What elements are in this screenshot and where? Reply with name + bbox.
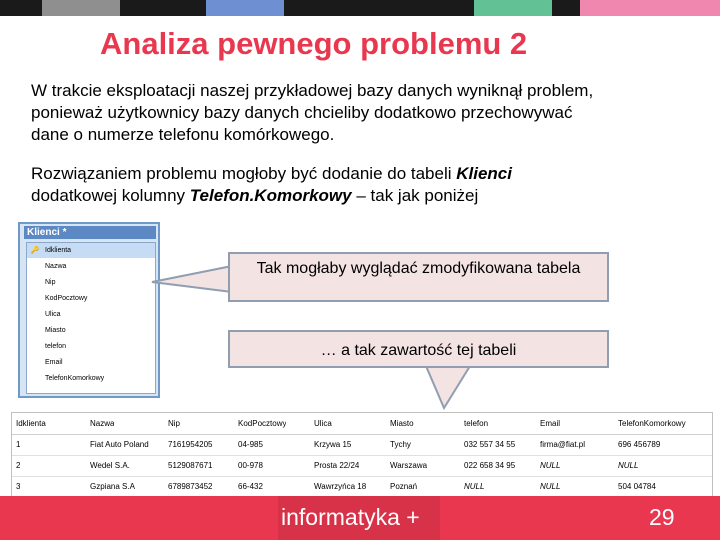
column-header[interactable]: KodPocztowy	[238, 419, 287, 428]
table-cell: Fiat Auto Poland	[90, 440, 149, 449]
page-number: 29	[649, 504, 675, 530]
field-name: Nazwa	[45, 263, 67, 270]
table-cell: NULL	[464, 482, 485, 491]
table-cell: Wawrzyńca 18	[314, 482, 367, 491]
paragraph-line	[31, 163, 512, 185]
table-field-row[interactable]	[27, 339, 155, 354]
table-row[interactable]	[12, 476, 712, 498]
table-cell: 66-432	[238, 482, 263, 491]
field-name: Email	[45, 359, 63, 366]
paragraph-line	[31, 185, 512, 207]
column-header[interactable]: Nazwa	[90, 419, 115, 428]
table-field-row[interactable]	[27, 291, 155, 306]
table-cell: Krzywa 15	[314, 440, 352, 449]
table-field-row[interactable]	[27, 259, 155, 274]
column-name-emphasis: Telefon.Komorkowy	[189, 186, 352, 205]
data-grid-header	[12, 413, 712, 435]
field-name: Nip	[45, 279, 56, 286]
table-cell: Prosta 22/24	[314, 461, 360, 470]
data-grid	[11, 412, 713, 498]
column-header[interactable]: Miasto	[390, 419, 414, 428]
callout-table-contents: … a tak zawartość tej tabeli	[228, 330, 609, 368]
field-name: telefon	[45, 343, 67, 350]
table-field-row[interactable]	[27, 243, 155, 258]
row-marker	[29, 275, 41, 290]
table-cell: firma@fiat.pl	[540, 440, 586, 449]
table-name-emphasis: Klienci	[456, 164, 512, 183]
footer-bar	[0, 496, 720, 540]
table-design-title: Klienci *	[24, 226, 156, 239]
paragraph-problem	[31, 80, 593, 146]
table-field-row[interactable]	[27, 275, 155, 290]
table-cell: Tychy	[390, 440, 411, 449]
column-header[interactable]: Email	[540, 419, 561, 428]
top-bar-segment	[120, 0, 206, 16]
table-field-row[interactable]	[27, 323, 155, 338]
row-marker	[29, 371, 41, 386]
slide-title: Analiza pewnego problemu 2	[100, 26, 528, 61]
table-cell: NULL	[540, 482, 561, 491]
table-cell: Poznań	[390, 482, 418, 491]
table-field-row[interactable]	[27, 371, 155, 386]
field-name: TelefonKomorkowy	[45, 375, 105, 382]
table-cell: Gzpiana S.A	[90, 482, 135, 491]
column-header[interactable]: telefon	[464, 419, 489, 428]
callout-modified-table: Tak mogłaby wyglądać zmodyfikowana tabela	[228, 252, 609, 302]
top-bar-segment	[206, 0, 284, 16]
row-marker	[29, 339, 41, 354]
field-name: Miasto	[45, 327, 66, 334]
callout-pointer	[404, 364, 474, 410]
text-span: Rozwiązaniem problemu mogłoby być dodanie do tabeli	[31, 164, 457, 183]
table-cell: 696 456789	[618, 440, 661, 449]
callout-pointer	[150, 262, 234, 296]
paragraph-line: W trakcie eksploatacji naszej przykładowej bazy danych wyniknął problem,	[31, 81, 594, 100]
top-bar-segment	[580, 0, 720, 16]
table-cell: 1	[16, 440, 21, 449]
table-cell: 5129087671	[168, 461, 213, 470]
table-cell: Wedel S.A.	[90, 461, 130, 470]
paragraph-solution	[31, 163, 512, 207]
text-span: – tak jak poniżej	[351, 186, 479, 205]
top-bar-segment	[0, 0, 42, 16]
table-field-row[interactable]	[27, 307, 155, 322]
top-bar-segment	[474, 0, 552, 16]
paragraph-line: dane o numerze telefonu komórkowego.	[31, 125, 335, 144]
column-header[interactable]: Idklienta	[16, 419, 46, 428]
row-marker	[29, 323, 41, 338]
field-name: Ulica	[45, 311, 61, 318]
row-marker	[29, 307, 41, 322]
table-cell: 6789873452	[168, 482, 213, 491]
column-header[interactable]: Nip	[168, 419, 181, 428]
callout-pointer-shape	[152, 266, 232, 292]
field-name: Idklienta	[45, 247, 72, 254]
row-marker	[29, 355, 41, 370]
row-marker	[29, 259, 41, 274]
table-row[interactable]	[12, 455, 712, 477]
table-design-window	[18, 222, 160, 398]
table-row[interactable]	[12, 434, 712, 456]
footer-brand: informatyka +	[281, 504, 420, 530]
table-cell: NULL	[618, 461, 639, 470]
callout-pointer-shape	[426, 366, 470, 408]
table-field-list	[26, 242, 156, 394]
table-cell: 022 658 34 95	[464, 461, 516, 470]
table-cell: NULL	[540, 461, 561, 470]
column-header[interactable]: Ulica	[314, 419, 332, 428]
paragraph-line: ponieważ użytkownicy bazy danych chcieliby dodatkowo przechowywać	[31, 103, 573, 122]
table-cell: Warszawa	[390, 461, 428, 470]
top-bar-segment	[552, 0, 580, 16]
top-bar-segment	[42, 0, 120, 16]
table-cell: 032 557 34 55	[464, 440, 516, 449]
top-color-bar	[0, 0, 720, 16]
table-cell: 3	[16, 482, 21, 491]
table-cell: 00-978	[238, 461, 263, 470]
table-field-row[interactable]	[27, 355, 155, 370]
table-cell: 7161954205	[168, 440, 213, 449]
primary-key-icon: 🔑	[30, 247, 40, 254]
field-name: KodPocztowy	[45, 295, 88, 302]
text-span: dodatkowej kolumny	[31, 186, 190, 205]
table-cell: 2	[16, 461, 21, 470]
row-marker	[29, 291, 41, 306]
top-bar-segment	[284, 0, 474, 16]
column-header[interactable]: TelefonKomorkowy	[618, 419, 686, 428]
table-cell: 04-985	[238, 440, 263, 449]
table-cell: 504 04784	[618, 482, 656, 491]
